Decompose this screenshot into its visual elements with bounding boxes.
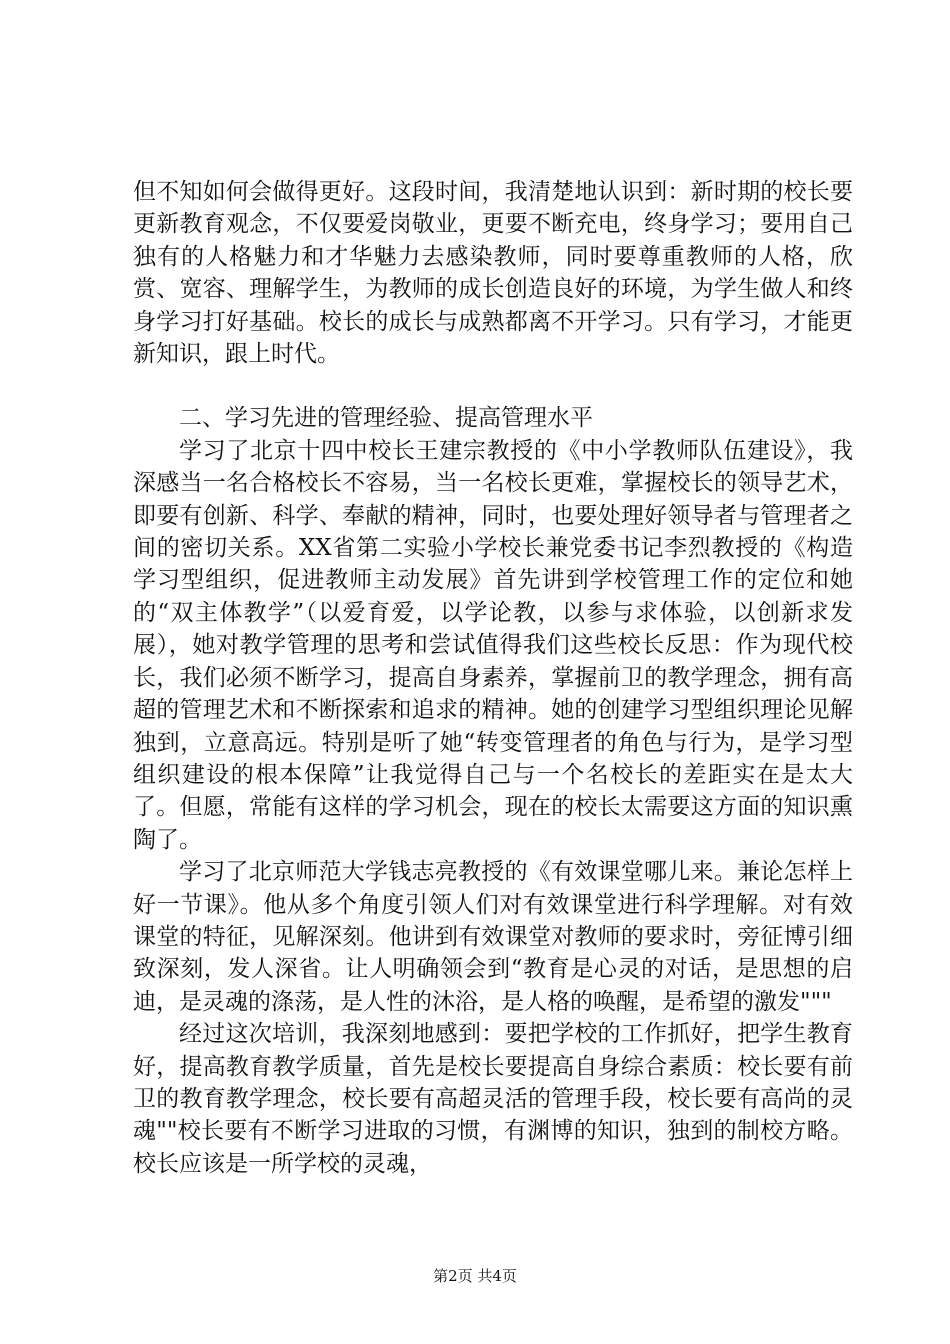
paragraph-spacer bbox=[133, 370, 853, 402]
paragraph-training-reflection: 经过这次培训，我深刻地感到：要把学校的工作抓好，把学生教育好，提高教育教学质量，首先是校长要提高自身综合素质：校长要有前卫的教育教学理念，校长要有高超灵活的管理手段，校长要有高尚的灵魂""校长要有不断学习进取的习惯，有渊博的知识，独到的制校方略。校长应该是一所学校的灵魂， bbox=[133, 1021, 853, 1177]
page-number-footer: 第2页 共4页 bbox=[433, 1267, 517, 1285]
paragraph-beijing-14: 学习了北京十四中校长王建宗教授的《中小学教师队伍建设》，我深感当一名合格校长不容易，当一名校长更难，掌握校长的领导艺术，即要有创新、科学、奉献的精神，同时，也要处理好领导者与管理者之间的密切关系。XX省第二实验小学校长兼党委书记李烈教授的《构造学习型组织，促进教师主动发展》首先讲到学校管理工作的定位和她的“双主体教学”（以爱育爱，以学论教，以参与求体验，以创新求发展），她对教学管理的思考和尝试值得我们这些校长反思：作为现代校长，我们必须不断学习，提高自身素养，掌握前卫的教学理念，拥有高超的管理艺术和不断探索和追求的精神。她的创建学习型组织理论见解独到，立意高远。特别是听了她“转变管理者的角色与行为，是学习型组织建设的根本保障”让我觉得自己与一个名校长的差距实在是太大了。但愿，常能有这样的学习机会，现在的校长太需要这方面的知识熏陶了。 bbox=[133, 437, 853, 853]
section-heading: 二、学习先进的管理经验、提高管理水平 bbox=[179, 405, 593, 432]
paragraph-effective-classroom: 学习了北京师范大学钱志亮教授的《有效课堂哪儿来。兼论怎样上好一节课》。他从多个角度引领人们对有效课堂进行科学理解。对有效课堂的特征，见解深刻。他讲到有效课堂对教师的要求时，旁征博引细致深刻，发人深省。让人明确领会到“教育是心灵的对话，是思想的启迪，是灵魂的涤荡，是人性的沐浴，是人格的唤醒，是希望的激发""" bbox=[133, 859, 853, 1015]
paragraph-continuation: 但不知如何会做得更好。这段时间，我清楚地认识到：新时期的校长要更新教育观念，不仅要爱岗敬业，更要不断充电，终身学习；要用自己独有的人格魅力和才华魅力去感染教师，同时要尊重教师的人格，欣赏、宽容、理解学生，为教师的成长创造良好的环境，为学生做人和终身学习打好基础。校长的成长与成熟都离不开学习。只有学习，才能更新知识，跟上时代。 bbox=[133, 179, 853, 368]
document-body bbox=[133, 176, 853, 1180]
